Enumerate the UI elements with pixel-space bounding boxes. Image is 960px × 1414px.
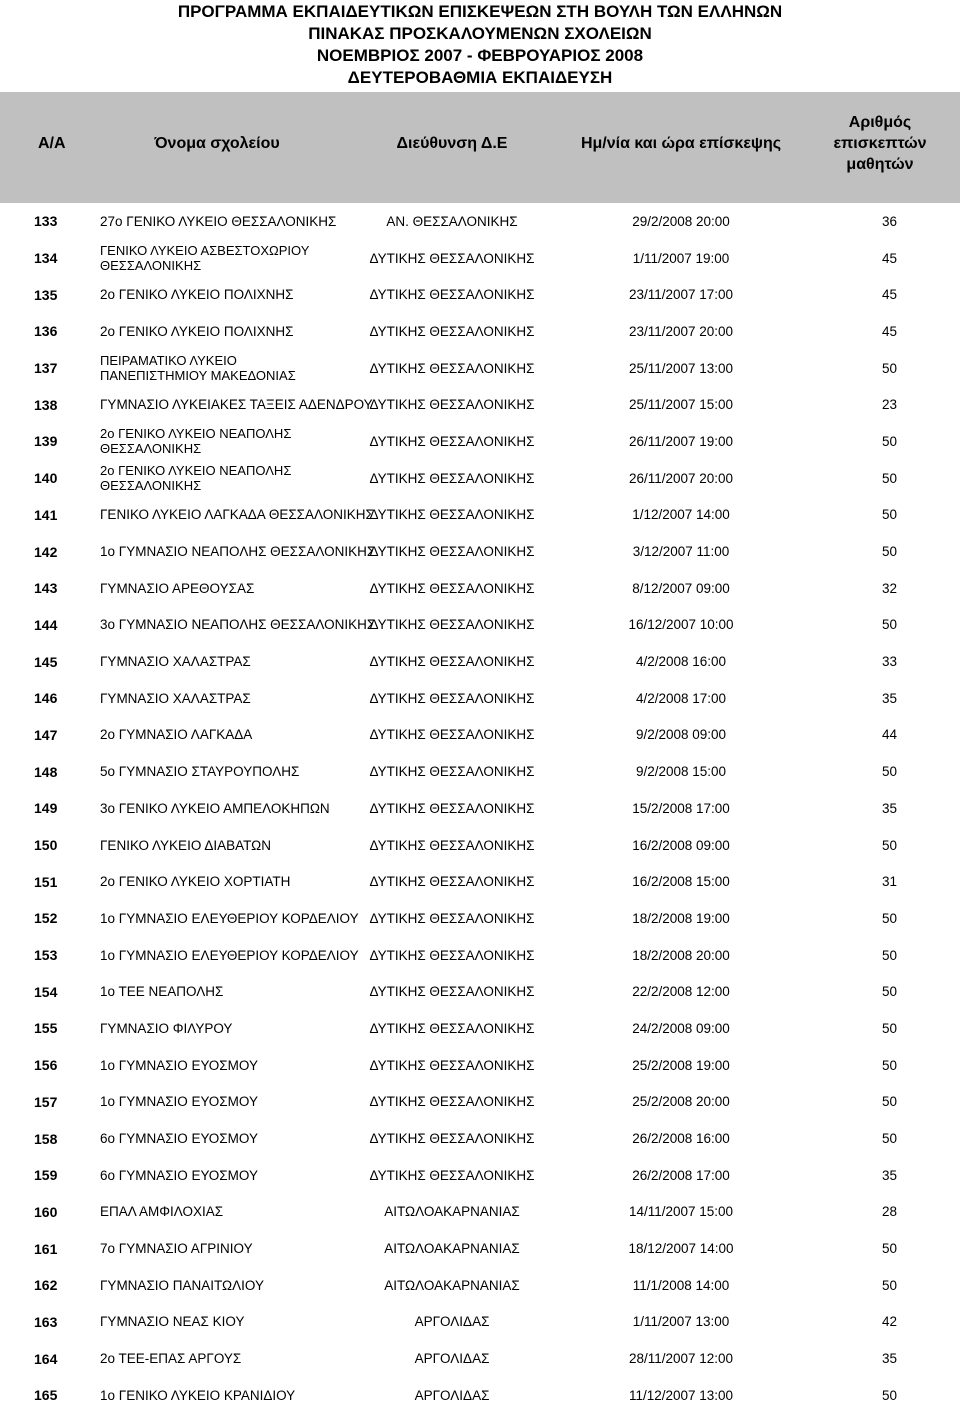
student-count: 50 xyxy=(881,433,897,449)
visit-datetime: 8/12/2007 09:00 xyxy=(632,580,730,596)
row-number: 161 xyxy=(34,1240,58,1257)
title-line-4: ΔΕΥΤΕΡΟΒΑΘΜΙΑ ΕΚΠΑΙΔΕΥΣΗ xyxy=(347,68,613,87)
school-name: ΓΥΜΝΑΣΙΟ ΠΑΝΑΙΤΩΛΙΟΥ xyxy=(100,1277,264,1293)
table-row xyxy=(0,863,960,900)
row-number: 153 xyxy=(34,947,58,964)
row-number: 142 xyxy=(34,543,58,560)
visit-datetime: 16/2/2008 15:00 xyxy=(632,874,730,890)
row-number: 143 xyxy=(34,580,58,597)
header-datetime: Ημ/νία και ώρα επίσκεψης xyxy=(562,92,800,194)
region-name: ΔΥΤΙΚΗΣ ΘΕΣΣΑΛΟΝΙΚΗΣ xyxy=(369,654,535,670)
student-count: 50 xyxy=(881,837,897,853)
school-name: 2ο ΓΕΝΙΚΟ ΛΥΚΕΙΟ ΠΟΛΙΧΝΗΣ xyxy=(100,323,294,339)
student-count: 50 xyxy=(881,1387,897,1403)
school-name: ΓΕΝΙΚΟ ΛΥΚΕΙΟ ΛΑΓΚΑΔΑ ΘΕΣΣΑΛΟΝΙΚΗΣ xyxy=(100,507,374,523)
table-row xyxy=(0,1377,960,1414)
visit-datetime: 23/11/2007 17:00 xyxy=(628,287,734,303)
visit-datetime: 11/1/2008 14:00 xyxy=(632,1277,730,1293)
header-students: Αριθμός επισκεπτών μαθητών xyxy=(800,92,960,194)
table-row xyxy=(0,276,960,313)
region-name: ΔΥΤΙΚΗΣ ΘΕΣΣΑΛΟΝΙΚΗΣ xyxy=(369,323,535,339)
student-count: 35 xyxy=(881,1351,897,1367)
table-row xyxy=(0,460,960,497)
region-name: ΔΥΤΙΚΗΣ ΘΕΣΣΑΛΟΝΙΚΗΣ xyxy=(369,1057,535,1073)
school-name: 2ο ΓΥΜΝΑΣΙΟ ΛΑΓΚΑΔΑ xyxy=(100,727,253,743)
row-number: 144 xyxy=(34,616,58,633)
student-count: 33 xyxy=(881,654,897,670)
row-number: 137 xyxy=(34,360,58,377)
visit-datetime: 26/11/2007 20:00 xyxy=(628,470,734,486)
region-name: ΔΥΤΙΚΗΣ ΘΕΣΣΑΛΟΝΙΚΗΣ xyxy=(369,690,535,706)
visit-datetime: 1/11/2007 13:00 xyxy=(632,1314,730,1330)
student-count: 50 xyxy=(881,1241,897,1257)
student-count: 50 xyxy=(881,470,897,486)
table-row xyxy=(0,643,960,680)
school-name: 2ο ΓΕΝΙΚΟ ΛΥΚΕΙΟ ΠΟΛΙΧΝΗΣ xyxy=(100,287,294,303)
region-name: ΔΥΤΙΚΗΣ ΘΕΣΣΑΛΟΝΙΚΗΣ xyxy=(369,250,535,266)
region-name: ΑΡΓΟΛΙΔΑΣ xyxy=(414,1351,490,1367)
student-count: 44 xyxy=(881,727,897,743)
school-name: 1ο ΓΕΝΙΚΟ ΛΥΚΕΙΟ ΚΡΑΝΙΔΙΟΥ xyxy=(100,1387,296,1403)
student-count: 35 xyxy=(881,800,897,816)
region-name: ΑΙΤΩΛΟΑΚΑΡΝΑΝΙΑΣ xyxy=(384,1204,520,1220)
row-number: 134 xyxy=(34,250,58,267)
table-row xyxy=(0,203,960,240)
visit-datetime: 24/2/2008 09:00 xyxy=(632,1020,730,1036)
student-count: 50 xyxy=(881,617,897,633)
region-name: ΔΥΤΙΚΗΣ ΘΕΣΣΑΛΟΝΙΚΗΣ xyxy=(369,984,535,1000)
row-number: 140 xyxy=(34,470,58,487)
student-count: 45 xyxy=(881,250,897,266)
row-number: 155 xyxy=(34,1020,58,1037)
region-name: ΔΥΤΙΚΗΣ ΘΕΣΣΑΛΟΝΙΚΗΣ xyxy=(369,837,535,853)
region-name: ΔΥΤΙΚΗΣ ΘΕΣΣΑΛΟΝΙΚΗΣ xyxy=(369,617,535,633)
school-name: ΓΥΜΝΑΣΙΟ ΧΑΛΑΣΤΡΑΣ xyxy=(100,654,251,670)
region-name: ΔΥΤΙΚΗΣ ΘΕΣΣΑΛΟΝΙΚΗΣ xyxy=(369,874,535,890)
student-count: 45 xyxy=(881,287,897,303)
row-number: 151 xyxy=(34,873,58,890)
visit-datetime: 4/2/2008 17:00 xyxy=(635,690,727,706)
student-count: 50 xyxy=(881,507,897,523)
row-number: 136 xyxy=(34,323,58,340)
table-row xyxy=(0,1120,960,1157)
table-row xyxy=(0,790,960,827)
table-row xyxy=(0,386,960,423)
table-row xyxy=(0,1230,960,1267)
student-count: 50 xyxy=(881,764,897,780)
student-count: 23 xyxy=(881,397,897,413)
schools-table xyxy=(0,92,960,1414)
header-num: Α/Α xyxy=(0,92,92,194)
visit-datetime: 28/11/2007 12:00 xyxy=(628,1351,734,1367)
school-name: 5ο ΓΥΜΝΑΣΙΟ ΣΤΑΥΡΟΥΠΟΛΗΣ xyxy=(100,764,300,780)
row-number: 152 xyxy=(34,910,58,927)
visit-datetime: 18/2/2008 20:00 xyxy=(632,947,730,963)
visit-datetime: 26/2/2008 17:00 xyxy=(632,1167,730,1183)
table-row xyxy=(0,937,960,974)
visit-datetime: 25/11/2007 13:00 xyxy=(628,360,734,376)
school-name: ΓΥΜΝΑΣΙΟ ΑΡΕΘΟΥΣΑΣ xyxy=(100,580,255,596)
student-count: 50 xyxy=(881,1020,897,1036)
region-name: ΔΥΤΙΚΗΣ ΘΕΣΣΑΛΟΝΙΚΗΣ xyxy=(369,1167,535,1183)
table-row xyxy=(0,1084,960,1121)
row-number: 148 xyxy=(34,763,58,780)
table-header xyxy=(0,92,960,203)
region-name: ΑΝ. ΘΕΣΣΑΛΟΝΙΚΗΣ xyxy=(386,213,518,229)
visit-datetime: 16/2/2008 09:00 xyxy=(632,837,730,853)
region-name: ΑΡΓΟΛΙΔΑΣ xyxy=(414,1387,490,1403)
student-count: 50 xyxy=(881,984,897,1000)
title-line-2: ΠΙΝΑΚΑΣ ΠΡΟΣΚΑΛΟΥΜΕΝΩΝ ΣΧΟΛΕΙΩΝ xyxy=(308,24,652,43)
visit-datetime: 9/2/2008 09:00 xyxy=(635,727,727,743)
region-name: ΔΥΤΙΚΗΣ ΘΕΣΣΑΛΟΝΙΚΗΣ xyxy=(369,580,535,596)
row-number: 150 xyxy=(34,837,58,854)
table-row xyxy=(0,1267,960,1304)
row-number: 154 xyxy=(34,983,58,1000)
visit-datetime: 9/2/2008 15:00 xyxy=(635,764,727,780)
visit-datetime: 25/2/2008 19:00 xyxy=(632,1057,730,1073)
row-number: 163 xyxy=(34,1313,58,1330)
student-count: 35 xyxy=(881,1167,897,1183)
table-row xyxy=(0,827,960,864)
school-name: 1ο ΓΥΜΝΑΣΙΟ ΕΥΟΣΜΟΥ xyxy=(100,1094,258,1110)
student-count: 50 xyxy=(881,910,897,926)
table-row xyxy=(0,973,960,1010)
student-count: 28 xyxy=(881,1204,897,1220)
table-row xyxy=(0,240,960,277)
student-count: 50 xyxy=(881,544,897,560)
visit-datetime: 16/12/2007 10:00 xyxy=(628,617,734,633)
visit-datetime: 26/2/2008 16:00 xyxy=(632,1131,730,1147)
student-count: 42 xyxy=(881,1314,897,1330)
table-row xyxy=(0,570,960,607)
row-number: 149 xyxy=(34,800,58,817)
visit-datetime: 25/11/2007 15:00 xyxy=(628,397,734,413)
visit-datetime: 18/12/2007 14:00 xyxy=(628,1241,734,1257)
row-number: 159 xyxy=(34,1167,58,1184)
school-name: ΓΥΜΝΑΣΙΟ ΧΑΛΑΣΤΡΑΣ xyxy=(100,690,251,706)
school-name: 3ο ΓΕΝΙΚΟ ΛΥΚΕΙΟ ΑΜΠΕΛΟΚΗΠΩΝ xyxy=(100,800,330,816)
visit-datetime: 1/12/2007 14:00 xyxy=(632,507,730,523)
student-count: 31 xyxy=(881,874,897,890)
region-name: ΔΥΤΙΚΗΣ ΘΕΣΣΑΛΟΝΙΚΗΣ xyxy=(369,360,535,376)
header-band xyxy=(0,194,960,203)
school-name: 1ο ΓΥΜΝΑΣΙΟ ΝΕΑΠΟΛΗΣ ΘΕΣΣΑΛΟΝΙΚΗΣ xyxy=(100,544,376,560)
table-row xyxy=(0,1157,960,1194)
header-school: Όνομα σχολείου xyxy=(92,92,342,194)
school-name: 3ο ΓΥΜΝΑΣΙΟ ΝΕΑΠΟΛΗΣ ΘΕΣΣΑΛΟΝΙΚΗΣ xyxy=(100,617,376,633)
school-name: 6ο ΓΥΜΝΑΣΙΟ ΕΥΟΣΜΟΥ xyxy=(100,1131,258,1147)
student-count: 50 xyxy=(881,1131,897,1147)
row-number: 141 xyxy=(34,506,58,523)
visit-datetime: 15/2/2008 17:00 xyxy=(632,800,730,816)
visit-datetime: 4/2/2008 16:00 xyxy=(635,654,727,670)
student-count: 50 xyxy=(881,1094,897,1110)
region-name: ΔΥΤΙΚΗΣ ΘΕΣΣΑΛΟΝΙΚΗΣ xyxy=(369,507,535,523)
row-number: 133 xyxy=(34,213,58,230)
table-row xyxy=(0,680,960,717)
visit-datetime: 29/2/2008 20:00 xyxy=(632,213,730,229)
school-name: 1ο ΓΥΜΝΑΣΙΟ ΕΥΟΣΜΟΥ xyxy=(100,1057,258,1073)
visit-datetime: 18/2/2008 19:00 xyxy=(632,910,730,926)
region-name: ΔΥΤΙΚΗΣ ΘΕΣΣΑΛΟΝΙΚΗΣ xyxy=(369,727,535,743)
row-number: 164 xyxy=(34,1350,58,1367)
school-name: ΓΕΝΙΚΟ ΛΥΚΕΙΟ ΑΣΒΕΣΤΟΧΩΡΙΟΥ ΘΕΣΣΑΛΟΝΙΚΗΣ xyxy=(100,243,310,274)
header-region: Διεύθυνση Δ.Ε xyxy=(342,92,562,194)
region-name: ΔΥΤΙΚΗΣ ΘΕΣΣΑΛΟΝΙΚΗΣ xyxy=(369,1131,535,1147)
region-name: ΔΥΤΙΚΗΣ ΘΕΣΣΑΛΟΝΙΚΗΣ xyxy=(369,433,535,449)
student-count: 50 xyxy=(881,360,897,376)
row-number: 135 xyxy=(34,286,58,303)
school-name: ΓΥΜΝΑΣΙΟ ΝΕΑΣ ΚΙΟΥ xyxy=(100,1314,245,1330)
school-name: 1ο ΓΥΜΝΑΣΙΟ ΕΛΕΥΘΕΡΙΟΥ ΚΟΡΔΕΛΙΟΥ xyxy=(100,947,359,963)
region-name: ΔΥΤΙΚΗΣ ΘΕΣΣΑΛΟΝΙΚΗΣ xyxy=(369,1094,535,1110)
table-row xyxy=(0,1194,960,1231)
table-row xyxy=(0,900,960,937)
student-count: 35 xyxy=(881,690,897,706)
school-name: ΓΕΝΙΚΟ ΛΥΚΕΙΟ ΔΙΑΒΑΤΩΝ xyxy=(100,837,271,853)
row-number: 162 xyxy=(34,1277,58,1294)
region-name: ΔΥΤΙΚΗΣ ΘΕΣΣΑΛΟΝΙΚΗΣ xyxy=(369,397,535,413)
region-name: ΑΙΤΩΛΟΑΚΑΡΝΑΝΙΑΣ xyxy=(384,1241,520,1257)
table-row xyxy=(0,607,960,644)
region-name: ΔΥΤΙΚΗΣ ΘΕΣΣΑΛΟΝΙΚΗΣ xyxy=(369,947,535,963)
visit-datetime: 26/11/2007 19:00 xyxy=(628,433,734,449)
student-count: 50 xyxy=(881,1277,897,1293)
row-number: 145 xyxy=(34,653,58,670)
visit-datetime: 1/11/2007 19:00 xyxy=(632,250,730,266)
visit-datetime: 25/2/2008 20:00 xyxy=(632,1094,730,1110)
school-name: 2ο ΓΕΝΙΚΟ ΛΥΚΕΙΟ ΝΕΑΠΟΛΗΣ ΘΕΣΣΑΛΟΝΙΚΗΣ xyxy=(100,463,292,494)
title-line-1: ΠΡΟΓΡΑΜΜΑ ΕΚΠΑΙΔΕΥΤΙΚΩΝ ΕΠΙΣΚΕΨΕΩΝ ΣΤΗ ΒΟΥΛΗ ΤΩΝ ΕΛΛΗΝΩΝ xyxy=(177,2,783,21)
school-name: ΓΥΜΝΑΣΙΟ ΦΙΛΥΡΟΥ xyxy=(100,1020,233,1036)
row-number: 138 xyxy=(34,396,58,413)
student-count: 32 xyxy=(881,580,897,596)
student-count: 45 xyxy=(881,323,897,339)
table-row xyxy=(0,1340,960,1377)
region-name: ΔΥΤΙΚΗΣ ΘΕΣΣΑΛΟΝΙΚΗΣ xyxy=(369,287,535,303)
region-name: ΔΥΤΙΚΗΣ ΘΕΣΣΑΛΟΝΙΚΗΣ xyxy=(369,764,535,780)
school-name: ΕΠΑΛ ΑΜΦΙΛΟΧΙΑΣ xyxy=(100,1204,224,1220)
table-row xyxy=(0,1010,960,1047)
school-name: 2ο ΤΕΕ-ΕΠΑΣ ΑΡΓΟΥΣ xyxy=(100,1351,242,1367)
table-row xyxy=(0,1304,960,1341)
school-name: 1ο ΓΥΜΝΑΣΙΟ ΕΛΕΥΘΕΡΙΟΥ ΚΟΡΔΕΛΙΟΥ xyxy=(100,910,359,926)
table-row xyxy=(0,1047,960,1084)
table-body xyxy=(0,203,960,1414)
table-row xyxy=(0,533,960,570)
visit-datetime: 14/11/2007 15:00 xyxy=(628,1204,734,1220)
row-number: 147 xyxy=(34,726,58,743)
table-row xyxy=(0,313,960,350)
row-number: 158 xyxy=(34,1130,58,1147)
visit-datetime: 3/12/2007 11:00 xyxy=(632,544,730,560)
region-name: ΔΥΤΙΚΗΣ ΘΕΣΣΑΛΟΝΙΚΗΣ xyxy=(369,544,535,560)
document-titles xyxy=(0,0,960,92)
table-row xyxy=(0,753,960,790)
school-name: 7ο ΓΥΜΝΑΣΙΟ ΑΓΡΙΝΙΟΥ xyxy=(100,1241,253,1257)
visit-datetime: 23/11/2007 20:00 xyxy=(628,323,734,339)
table-row xyxy=(0,717,960,754)
table-row xyxy=(0,423,960,460)
title-line-3: ΝΟΕΜΒΡΙΟΣ 2007 - ΦΕΒΡΟΥΑΡΙΟΣ 2008 xyxy=(316,46,644,65)
region-name: ΑΡΓΟΛΙΔΑΣ xyxy=(414,1314,490,1330)
region-name: ΔΥΤΙΚΗΣ ΘΕΣΣΑΛΟΝΙΚΗΣ xyxy=(369,1020,535,1036)
region-name: ΔΥΤΙΚΗΣ ΘΕΣΣΑΛΟΝΙΚΗΣ xyxy=(369,800,535,816)
table-row xyxy=(0,497,960,534)
row-number: 157 xyxy=(34,1093,58,1110)
school-name: 2ο ΓΕΝΙΚΟ ΛΥΚΕΙΟ ΝΕΑΠΟΛΗΣ ΘΕΣΣΑΛΟΝΙΚΗΣ xyxy=(100,426,292,457)
row-number: 160 xyxy=(34,1203,58,1220)
region-name: ΔΥΤΙΚΗΣ ΘΕΣΣΑΛΟΝΙΚΗΣ xyxy=(369,470,535,486)
region-name: ΑΙΤΩΛΟΑΚΑΡΝΑΝΙΑΣ xyxy=(384,1277,520,1293)
student-count: 50 xyxy=(881,1057,897,1073)
school-name: 1ο ΤΕΕ ΝΕΑΠΟΛΗΣ xyxy=(100,984,224,1000)
school-name: 2ο ΓΕΝΙΚΟ ΛΥΚΕΙΟ ΧΟΡΤΙΑΤΗ xyxy=(100,874,291,890)
visit-datetime: 22/2/2008 12:00 xyxy=(632,984,730,1000)
row-number: 165 xyxy=(34,1387,58,1404)
region-name: ΔΥΤΙΚΗΣ ΘΕΣΣΑΛΟΝΙΚΗΣ xyxy=(369,910,535,926)
row-number: 146 xyxy=(34,690,58,707)
school-name: 6ο ΓΥΜΝΑΣΙΟ ΕΥΟΣΜΟΥ xyxy=(100,1167,258,1183)
row-number: 156 xyxy=(34,1057,58,1074)
row-number: 139 xyxy=(34,433,58,450)
school-name: 27ο ΓΕΝΙΚΟ ΛΥΚΕΙΟ ΘΕΣΣΑΛΟΝΙΚΗΣ xyxy=(100,213,337,229)
student-count: 36 xyxy=(881,213,897,229)
school-name: ΓΥΜΝΑΣΙΟ ΛΥΚΕΙΑΚΕΣ ΤΑΞΕΙΣ ΑΔΕΝΔΡΟΥ xyxy=(100,397,373,413)
visit-datetime: 11/12/2007 13:00 xyxy=(628,1387,734,1403)
table-row xyxy=(0,350,960,387)
student-count: 50 xyxy=(881,947,897,963)
school-name: ΠΕΙΡΑΜΑΤΙΚΟ ΛΥΚΕΙΟ ΠΑΝΕΠΙΣΤΗΜΙΟΥ ΜΑΚΕΔΟΝΙΑΣ xyxy=(100,353,296,384)
